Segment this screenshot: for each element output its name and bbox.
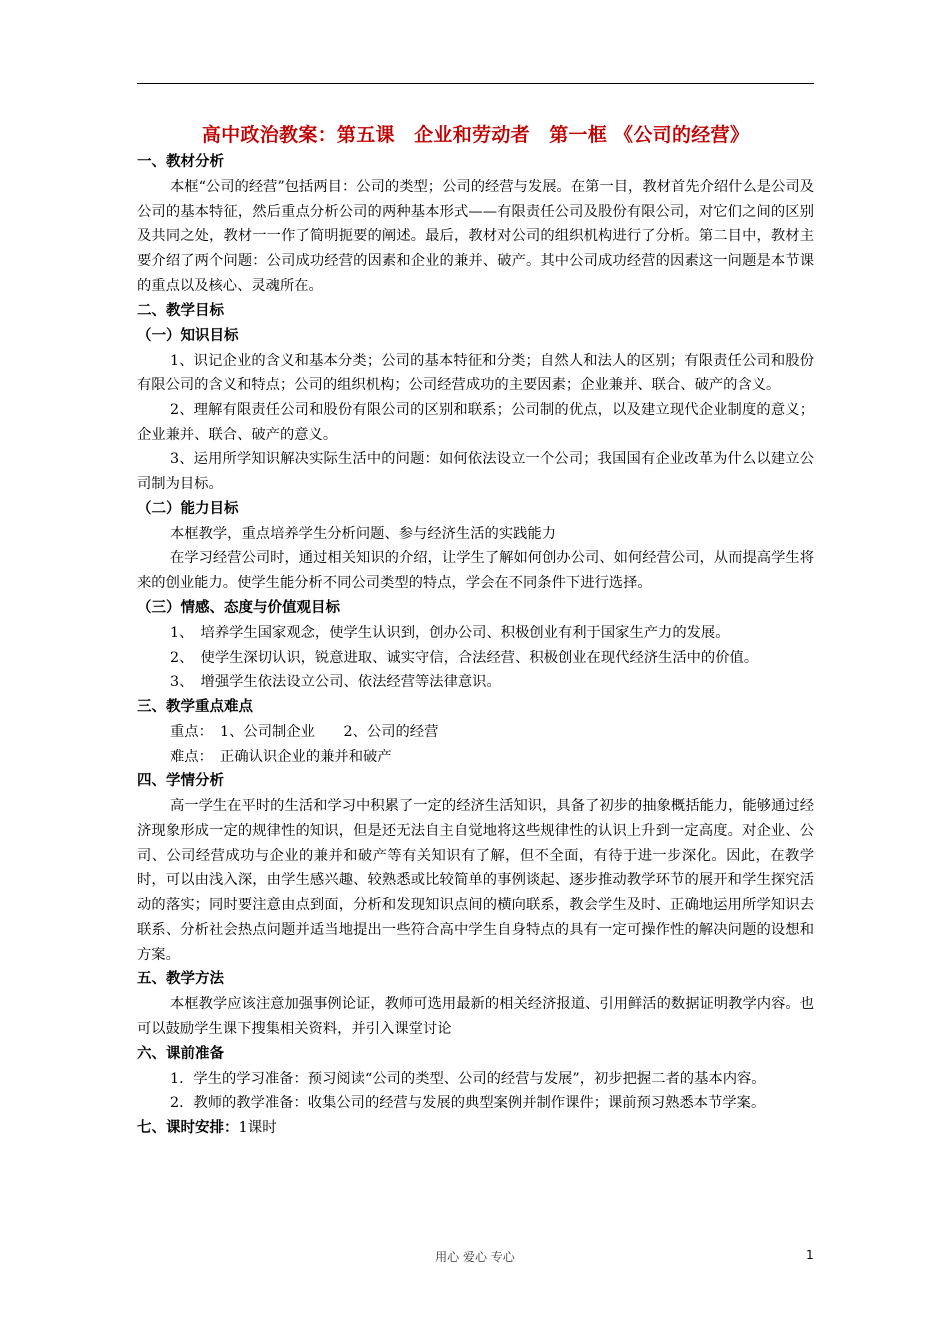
materials-paragraph: 本框“公司的经营”包括两目：公司的类型；公司的经营与发展。在第一目，教材首先介绍什么是公司及公司的基本特征，然后重点分析公司的两种基本形式——有限责任公司及股份有限公司，对它们之间的区别及共同之处，教材一一作了简明扼要的阐述。最后，教材对公司的组织机构进行了分析。第二目中，教材主要介绍了两个问题：公司成功经营的因素和企业的兼并、破产。其中公司成功经营的因素这一问题是本节课的重点以及核心、灵魂所在。	[137, 179, 814, 294]
section-heading-methods: 五、教学方法	[137, 971, 224, 988]
methods-paragraph: 本框教学应该注意加强事例论证，教师可选用最新的相关经济报道、引用鲜活的数据证明教学内容。也可以鼓励学生课下搜集相关资料，并引入课堂讨论	[137, 996, 814, 1037]
section-heading-preparation: 六、课前准备	[137, 1045, 224, 1062]
knowledge-item-1: 1、识记企业的含义和基本分类；公司的基本特征和分类；自然人和法人的区别；有限责任公司和股份有限公司的含义和特点；公司的组织机构；公司经营成功的主要因素；企业兼并、联合、破产的含义。	[137, 352, 814, 394]
schedule-label: 七、课时安排：	[137, 1120, 239, 1137]
page-number: 1	[806, 1248, 814, 1262]
section-heading-schedule	[137, 1116, 814, 1141]
document-title: 高中政治教案：第五课 企业和劳动者 第一框 《公司的经营》	[201, 124, 750, 146]
section-heading-student-analysis: 四、学情分析	[137, 773, 224, 790]
subheading-ability: （二）能力目标	[137, 500, 239, 517]
footer-text: 用心 爱心 专心	[435, 1250, 515, 1264]
section-heading-key-points: 三、教学重点难点	[137, 698, 253, 715]
key-points-line: 重点： 1、公司制企业 2、公司的经营	[170, 723, 439, 740]
difficult-points-line: 难点： 正确认识企业的兼并和破产	[170, 748, 392, 765]
document-body	[137, 120, 814, 1141]
section-heading-objectives: 二、教学目标	[137, 302, 224, 319]
values-item-1: 1、 培养学生国家观念，使学生认识到，创办公司、积极创业有利于国家生产力的发展。	[170, 624, 730, 641]
schedule-value: 1课时	[238, 1120, 277, 1137]
values-item-3: 3、 增强学生依法设立公司、依法经营等法律意识。	[170, 674, 501, 691]
preparation-student: 1．学生的学习准备：预习阅读“公司的类型、公司的经营与发展”，初步把握二者的基本内容。	[170, 1070, 766, 1087]
preparation-teacher: 2．教师的教学准备：收集公司的经营与发展的典型案例并制作课件；课前预习熟悉本节学案。	[170, 1095, 766, 1112]
values-item-2: 2、 使学生深切认识，锐意进取、诚实守信，合法经营、积极创业在现代经济生活中的价值。	[170, 649, 759, 666]
subheading-knowledge: （一）知识目标	[137, 327, 239, 344]
knowledge-item-2: 2、理解有限责任公司和股份有限公司的区别和联系；公司制的优点，以及建立现代企业制度的意义；企业兼并、联合、破产的意义。	[137, 401, 814, 443]
ability-paragraph-1: 本框教学，重点培养学生分析问题、参与经济生活的实践能力	[170, 525, 557, 542]
section-heading-materials: 一、教材分析	[137, 154, 224, 170]
header-rule	[137, 83, 814, 84]
ability-paragraph-2: 在学习经营公司时，通过相关知识的介绍，让学生了解如何创办公司、如何经营公司，从而提高学生将来的创业能力。使学生能分析不同公司类型的特点，学会在不同条件下进行选择。	[137, 550, 814, 592]
student-analysis-paragraph: 高一学生在平时的生活和学习中积累了一定的经济生活知识，具备了初步的抽象概括能力，能够通过经济现象形成一定的规律性的知识，但是还无法自主自觉地将这些规律性的认识上升到一定高度。对企业、公司、公司经营成功与企业的兼并和破产等有关知识有了解，但不全面，有待于进一步深化。因此，在教学时，可以由浅入深，由学生感兴趣、较熟悉或比较简单的事例谈起、逐步推动教学环节的展开和学生探究活动的落实；同时要注意由点到面，分析和发现知识点间的横向联系，教会学生及时、正确地运用所学知识去联系、分析社会热点问题并适当地提出一些符合高中学生自身特点的具有一定可操作性的解决问题的设想和方案。	[137, 798, 814, 963]
subheading-values: （三）情感、态度与价值观目标	[137, 599, 340, 616]
knowledge-item-3: 3、运用所学知识解决实际生活中的问题：如何依法设立一个公司；我国国有企业改革为什么以建立公司制为目标。	[137, 451, 814, 493]
